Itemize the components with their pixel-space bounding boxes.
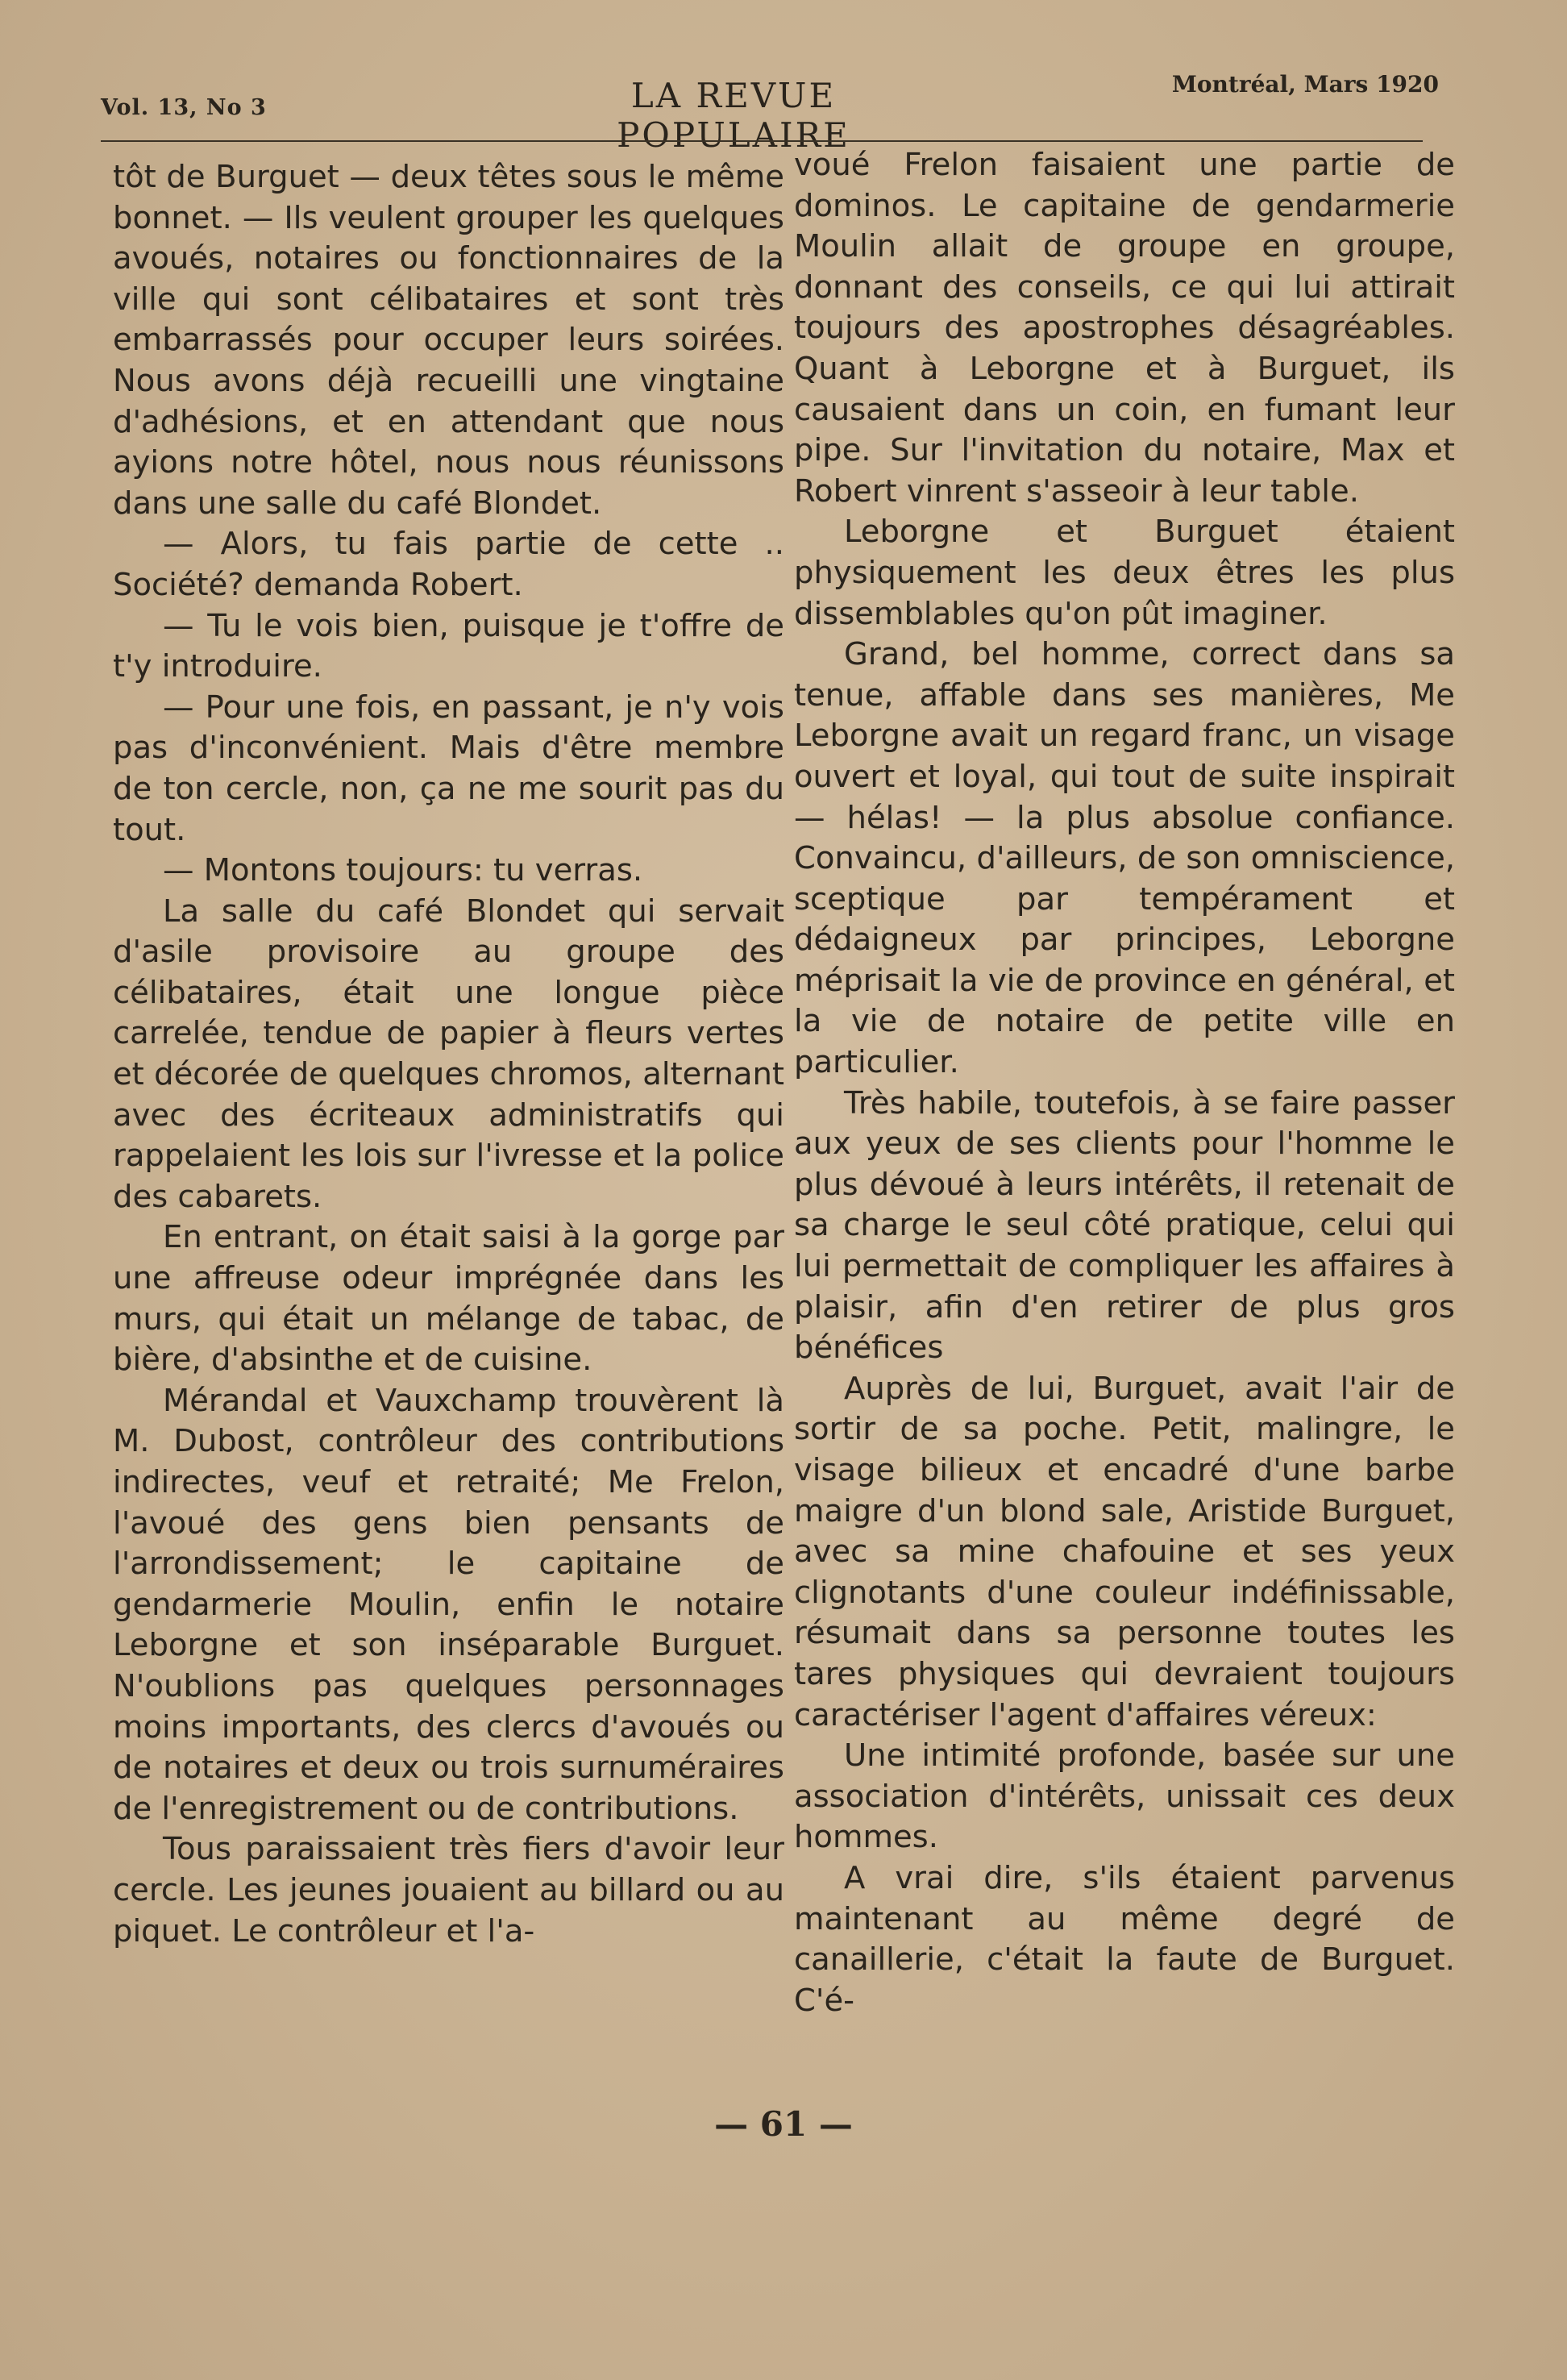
header-rule [101, 140, 1423, 142]
paragraph: Une intimité profonde, basée sur une association d'intérêts, unissait ces deux hommes. [794, 1737, 1455, 1856]
paragraph: Auprès de lui, Burguet, avait l'air de sortir de sa poche. Petit, malingre, le visage bilieux et encadré d'une barbe maigre d'un blond sale, Aristide Burguet, avec sa mine chafouine et ses yeux clignotants d'une couleur indéfinissable, résumait dans sa personne toutes les tares physiques qui devraient toujours caractériser l'agent d'affaires véreux: [794, 1370, 1455, 1733]
right-text-column [794, 145, 1455, 2021]
paragraph: — Pour une fois, en passant, je n'y vois pas d'inconvénient. Mais d'être membre de ton cercle, non, ça ne me sourit pas du tout. [113, 689, 784, 848]
paragraph: — Alors, tu fais partie de cette .. Société? demanda Robert. [113, 526, 784, 603]
paragraph: voué Frelon faisaient une partie de dominos. Le capitaine de gendarmerie Moulin allait de groupe en groupe, donnant des conseils, ce qui lui attirait toujours des apostrophes désagréables. Quant à Leborgne et à Burguet, ils causaient dans un coin, en fumant leur pipe. Sur l'invitation du notaire, Max et Robert vinrent s'asseoir à leur table. [794, 147, 1455, 510]
issue-date: Montréal, Mars 1920 [1171, 71, 1439, 98]
paragraph: Tous paraissaient très fiers d'avoir leur cercle. Les jeunes jouaient au billard ou au piquet. Le contrôleur et l'a- [113, 1831, 784, 1949]
paragraph: En entrant, on était saisi à la gorge par une affreuse odeur imprégnée dans les murs, qui était un mélange de tabac, de bière, d'absinthe et de cuisine. [113, 1219, 784, 1379]
page-header [101, 71, 1439, 155]
paragraph: — Tu le vois bien, puisque je t'offre de t'y introduire. [113, 607, 784, 685]
paragraph: Très habile, toutefois, à se faire passer aux yeux de ses clients pour l'homme le plus dévoué à leurs intérêts, il retenait de sa charge le seul côté pratique, celui qui lui permettait de compliquer les affaires à plaisir, afin d'en retirer de plus gros bénéfices [794, 1084, 1455, 1367]
publication-title: LA REVUE POPULAIRE [617, 76, 850, 155]
volume-number: Vol. 13, No 3 [101, 95, 267, 120]
paragraph: Leborgne et Burguet étaient physiquement les deux êtres les plus dissemblables qu'on pût imaginer. [794, 514, 1455, 632]
paragraph: A vrai dire, s'ils étaient parvenus maintenant au même degré de canaillerie, c'était la faute de Burguet. C'é- [794, 1859, 1455, 2019]
page-number: — 61 — [714, 2104, 853, 2144]
paragraph: tôt de Burguet — deux têtes sous le même bonnet. — Ils veulent grouper les quelques avoués, notaires ou fonctionnaires de la ville qui sont célibataires et sont très embarrassés pour occuper leurs soirées. Nous avons déjà recueilli une vingtaine d'adhésions, et en attendant que nous ayions notre hôtel, nous nous réunissons dans une salle du café Blondet. [113, 159, 784, 522]
paragraph: La salle du café Blondet qui servait d'asile provisoire au groupe des célibataires, était une longue pièce carrelée, tendue de papier à fleurs vertes et décorée de quelques chromos, alternant avec des écriteaux administratifs qui rappelaient les lois sur l'ivresse et la police des cabarets. [113, 892, 784, 1215]
paragraph: — Montons toujours: tu verras. [163, 852, 643, 889]
paragraph: Mérandal et Vauxchamp trouvèrent là M. Dubost, contrôleur des contributions indirectes, veuf et retraité; Me Frelon, l'avoué des gens bien pensants de l'arrondissement; le capitaine de gendarmerie Moulin, enfin le notaire Leborgne et son inséparable Burguet. N'oublions pas quelques personnages moins importants, des clercs d'avoués ou de notaires et deux ou trois surnuméraires de l'enregistrement ou de contributions. [113, 1382, 784, 1827]
paragraph: Grand, bel homme, correct dans sa tenue, affable dans ses manières, Me Leborgne avait un regard franc, un visage ouvert et loyal, qui tout de suite inspirait — hélas! — la plus absolue confiance. Convaincu, d'ailleurs, de son omniscience, sceptique par tempérament et dédaigneux par principes, Leborgne méprisait la vie de province en général, et la vie de notaire de petite ville en particulier. [794, 636, 1455, 1081]
left-text-column [113, 157, 784, 1952]
